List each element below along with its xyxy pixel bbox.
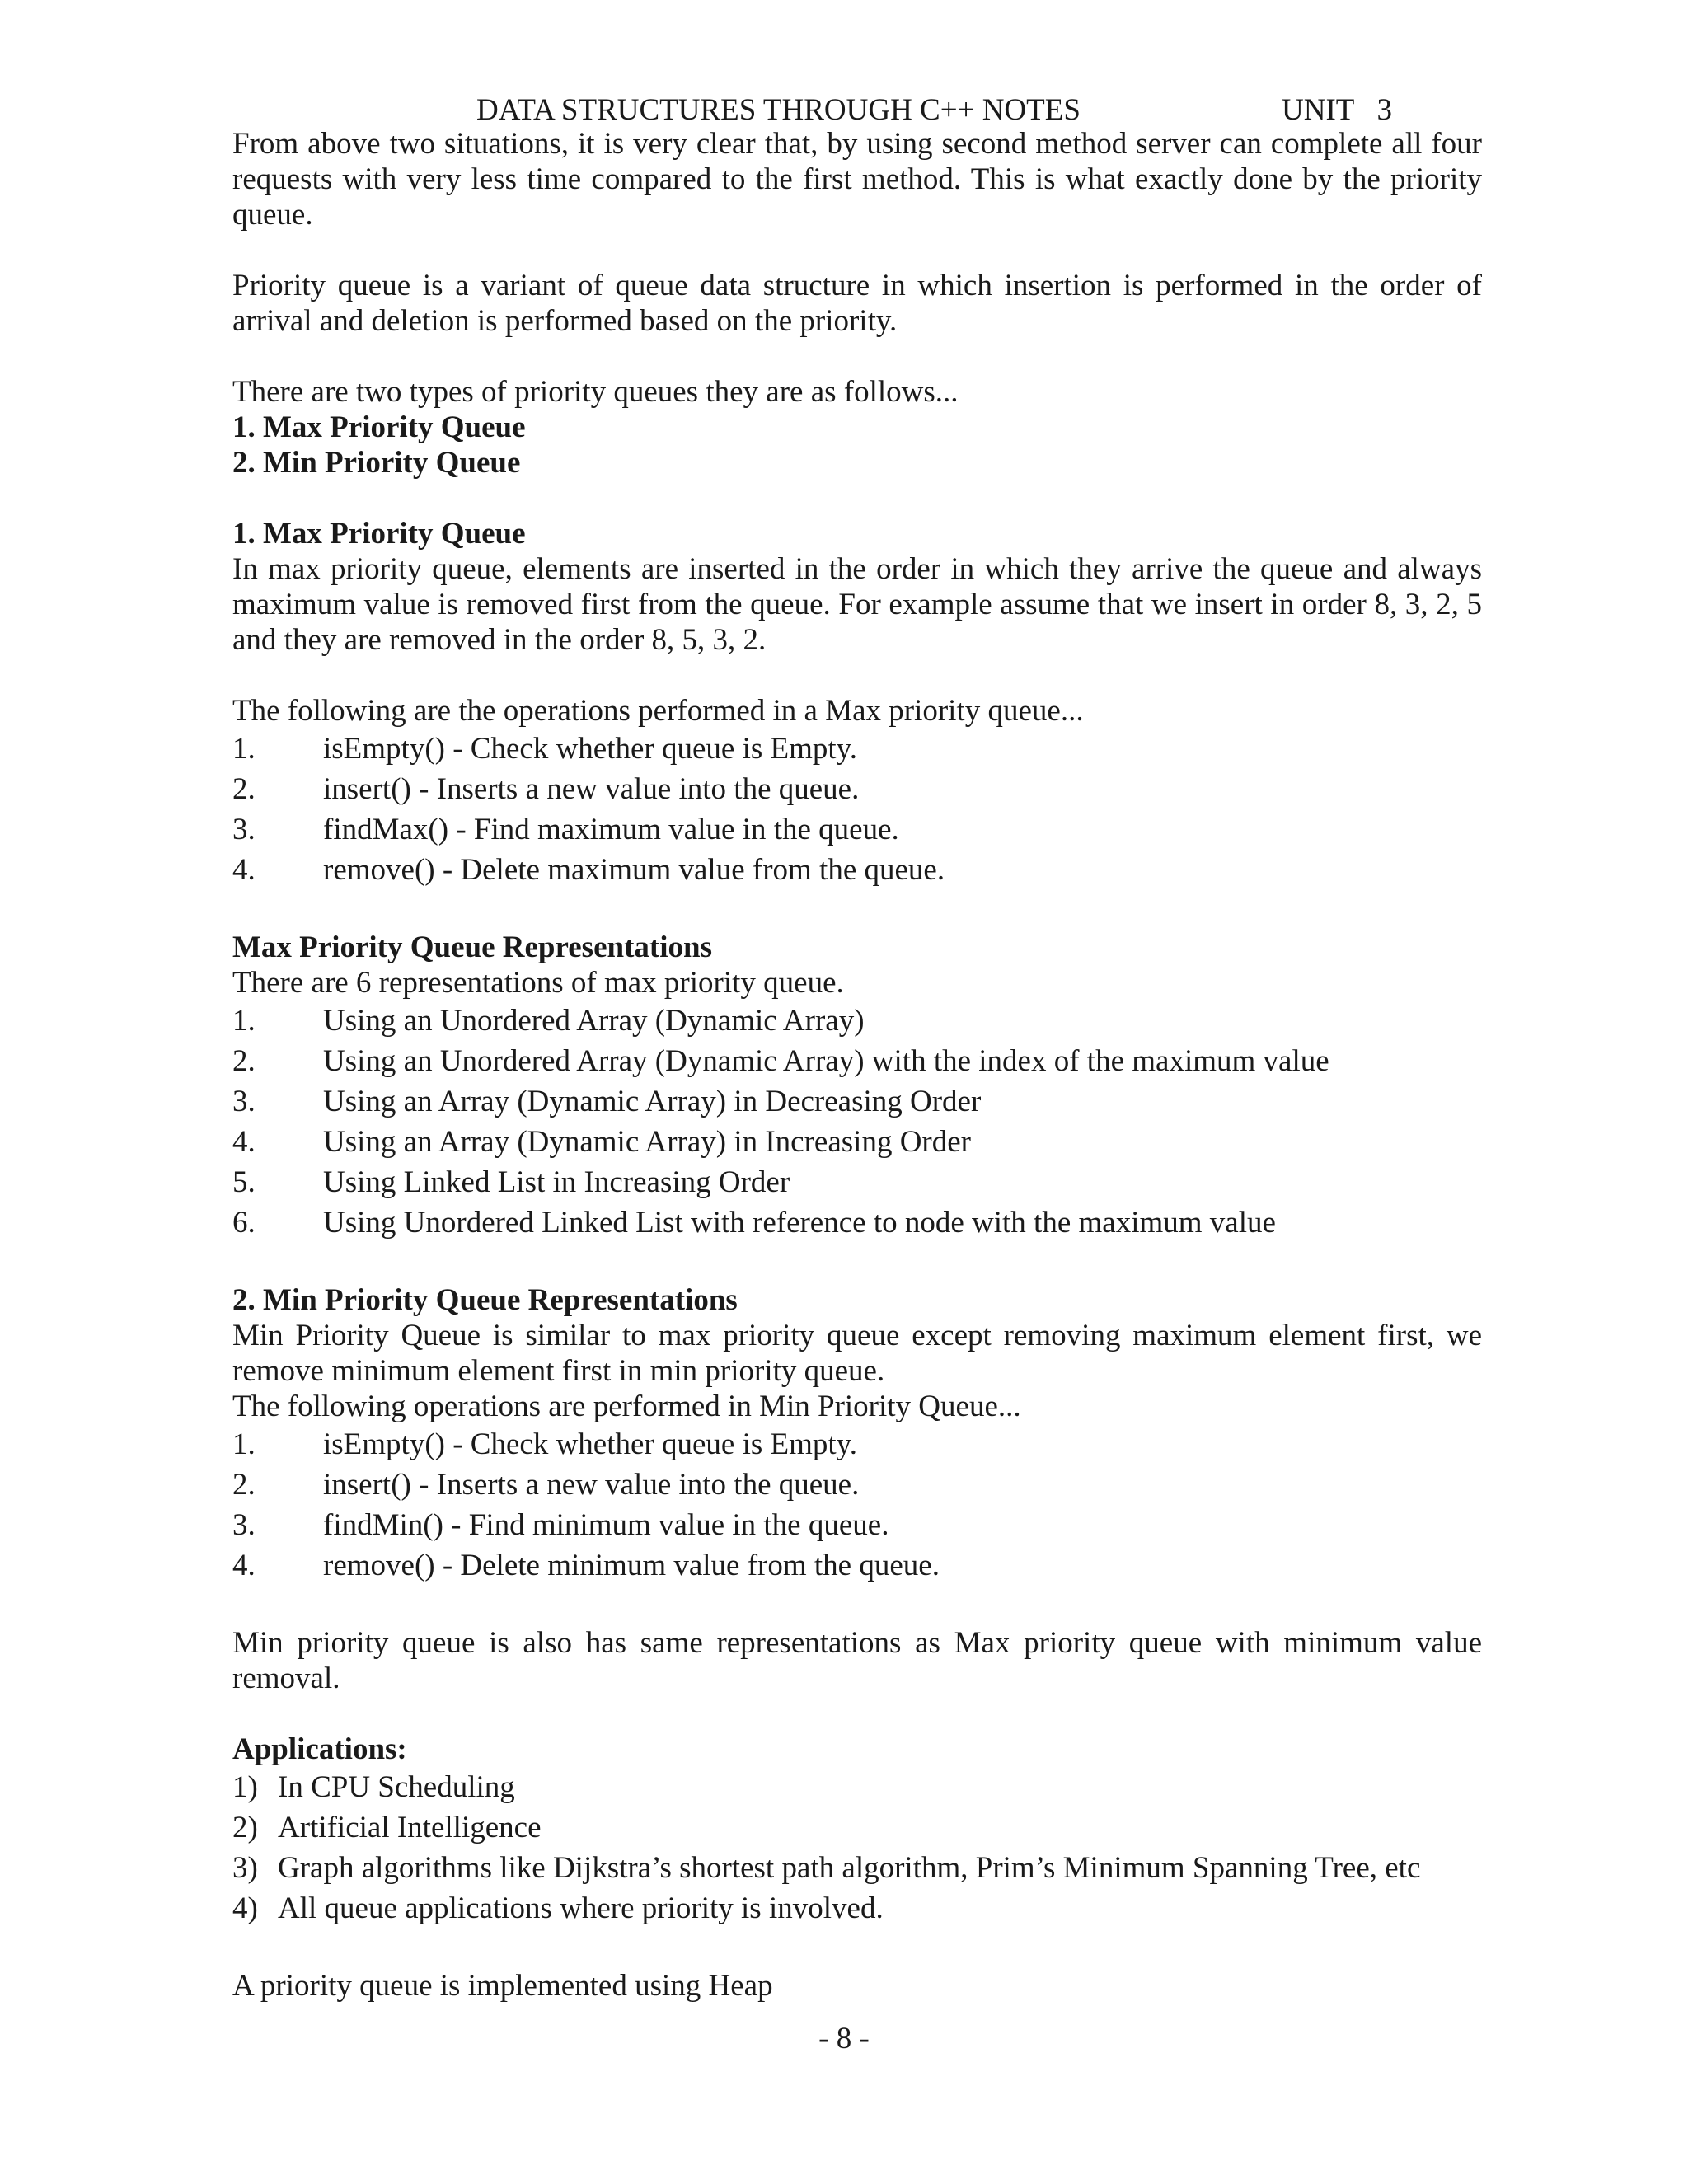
applications-heading: Applications: xyxy=(232,1732,407,1766)
definition-paragraph: Priority queue is a variant of queue data structure in which insertion is performed in the order of arrival and deletion is performed based on the priority. xyxy=(232,269,1482,338)
list-item: 4. Using an Array (Dynamic Array) in Increasing Order xyxy=(232,1125,971,1159)
type-max: 1. Max Priority Queue xyxy=(232,410,526,444)
max-ops-list xyxy=(232,729,1482,890)
list-item: 5. Using Linked List in Increasing Order xyxy=(232,1165,790,1199)
min-ops-intro: The following operations are performed in Min Priority Queue... xyxy=(232,1390,1021,1423)
page-number: - 8 - xyxy=(818,2022,870,2055)
max-section-description: In max priority queue, elements are inserted in the order in which they arrive the queue and always maximum value is removed first from the queue. For example assume that we insert in order 8, 3, 2, 5 and they are removed in the order 8, 5, 3, 2. xyxy=(232,552,1482,657)
max-ops-intro: The following are the operations performed in a Max priority queue... xyxy=(232,694,1084,728)
list-item: 3. findMax() - Find maximum value in the queue. xyxy=(232,813,899,846)
type-min: 2. Min Priority Queue xyxy=(232,446,521,480)
list-item: 6. Using Unordered Linked List with reference to node with the maximum value xyxy=(232,1206,1276,1240)
header-unit: UNIT 3 xyxy=(1282,93,1392,127)
list-item: 1. Using an Unordered Array (Dynamic Array) xyxy=(232,1004,865,1038)
list-item: 3) Graph algorithms like Dijkstra’s shortest path algorithm, Prim’s Minimum Spanning Tree, etc xyxy=(232,1851,1421,1885)
min-ops-list xyxy=(232,1424,1482,1586)
header-title: DATA STRUCTURES THROUGH C++ NOTES xyxy=(476,93,1081,127)
list-item: 1. isEmpty() - Check whether queue is Empty. xyxy=(232,1427,858,1461)
list-item: 3. Using an Array (Dynamic Array) in Decreasing Order xyxy=(232,1085,982,1118)
list-item: 1) In CPU Scheduling xyxy=(232,1770,515,1804)
list-item: 4. remove() - Delete maximum value from the queue. xyxy=(232,853,945,887)
applications-list xyxy=(232,1767,1482,1929)
types-intro: There are two types of priority queues they are as follows... xyxy=(232,375,959,409)
max-repr-intro: There are 6 representations of max priority queue. xyxy=(232,966,844,1000)
min-section-heading: 2. Min Priority Queue Representations xyxy=(232,1283,738,1317)
max-repr-heading: Max Priority Queue Representations xyxy=(232,930,712,964)
list-item: 1. isEmpty() - Check whether queue is Empty. xyxy=(232,732,858,766)
max-section-heading: 1. Max Priority Queue xyxy=(232,517,526,551)
document-body xyxy=(232,126,1482,2004)
list-item: 4) All queue applications where priority is involved. xyxy=(232,1891,884,1925)
min-note: Min priority queue is also has same representations as Max priority queue with minimum value removal. xyxy=(232,1626,1482,1695)
intro-paragraph: From above two situations, it is very clear that, by using second method server can complete all four requests with very less time compared to the first method. This is what exactly done by the priority queue. xyxy=(232,127,1482,232)
list-item: 3. findMin() - Find minimum value in the queue. xyxy=(232,1508,889,1542)
closing-line: A priority queue is implemented using Heap xyxy=(232,1969,773,2003)
list-item: 2. insert() - Inserts a new value into the queue. xyxy=(232,772,860,806)
min-section-description: Min Priority Queue is similar to max priority queue except removing maximum element first, we remove minimum element first in min priority queue. xyxy=(232,1319,1482,1388)
max-repr-list xyxy=(232,1001,1482,1243)
list-item: 4. remove() - Delete minimum value from the queue. xyxy=(232,1549,940,1582)
list-item: 2. Using an Unordered Array (Dynamic Array) with the index of the maximum value xyxy=(232,1044,1329,1078)
list-item: 2) Artificial Intelligence xyxy=(232,1811,542,1844)
list-item: 2. insert() - Inserts a new value into the queue. xyxy=(232,1468,860,1502)
